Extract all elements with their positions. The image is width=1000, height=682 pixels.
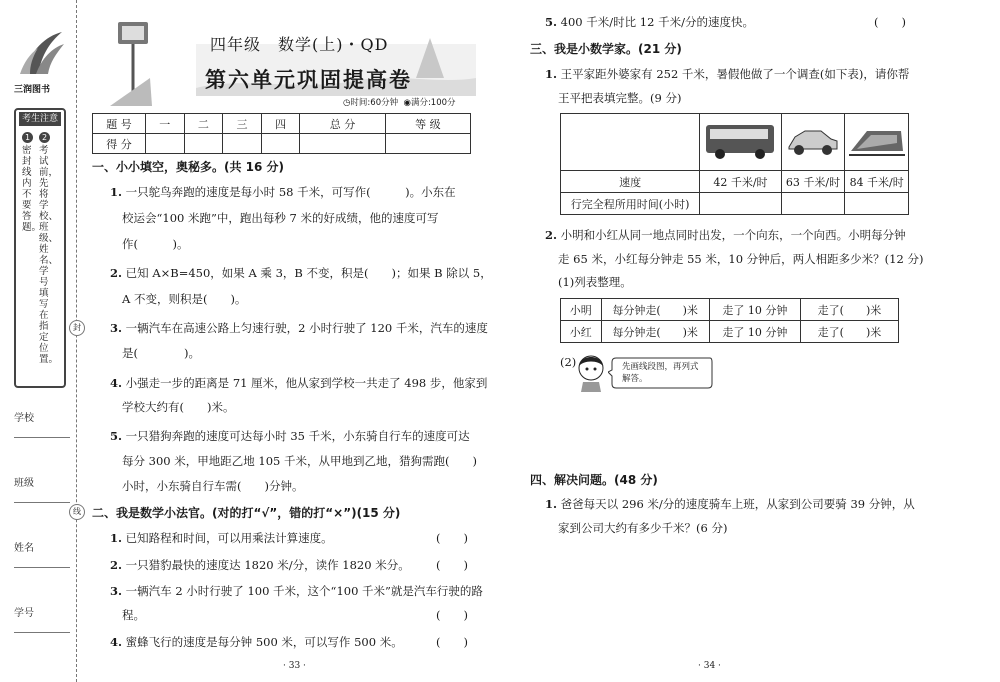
s1-q3-line2: 是( )。 <box>122 346 200 360</box>
score-header: 总 分 <box>300 114 385 134</box>
question-number: 1. <box>545 497 558 511</box>
question-text: 一只猎豹最快的速度达 1820 米/分，读作 1820 米分。 <box>125 558 410 572</box>
time-answer-cell[interactable] <box>781 193 845 215</box>
plan-cell[interactable]: 每分钟走( )米 <box>601 299 709 321</box>
notice-box <box>14 108 66 388</box>
car-icon <box>785 123 841 159</box>
seal-line <box>76 0 77 682</box>
bubble-line-1: 先画线段图，再列式 <box>622 362 699 372</box>
question-text: 已知 A×B=450，如果 A 乘 3，B 不变，积是( )；如果 B 除以 5， <box>125 266 492 280</box>
unit-title: 第六单元巩固提高卷 <box>205 67 412 92</box>
time-label: 行完全程所用时间(小时) <box>561 193 700 215</box>
train-cell <box>845 114 909 171</box>
s1-q5-line3: 小时，小东骑自行车需( )分钟。 <box>122 479 304 493</box>
plan-cell[interactable]: 每分钟走( )米 <box>601 321 709 343</box>
s1-q4 <box>110 375 487 391</box>
question-number: 1. <box>110 531 123 545</box>
speech-bubble <box>622 361 699 385</box>
section-1-title: 一、小小填空，奥秘多。(共 16 分) <box>92 160 285 174</box>
answer-paren[interactable]: ( ) <box>874 15 906 29</box>
s1-q1-line3: 作( )。 <box>122 237 189 251</box>
s1-q4-line2: 学校大约有( )米。 <box>122 400 235 414</box>
s1-q2 <box>110 265 492 281</box>
score-row-label: 得 分 <box>93 134 146 154</box>
bus-icon <box>704 121 776 161</box>
time-answer-cell[interactable] <box>845 193 909 215</box>
s4-q1-line2: 家到公司大约有多少千米？(6 分) <box>558 521 728 535</box>
brand-name: 三润图书 <box>14 85 51 95</box>
question-number: 2. <box>545 228 558 242</box>
question-text: 已知路程和时间，可以用乘法计算速度。 <box>125 531 333 545</box>
brand-logo-icon <box>16 28 68 80</box>
notice-text: 密封线内不要答题。 <box>22 145 42 233</box>
grade-title: 四年级 数学(上)・QD <box>210 35 389 54</box>
plan-cell: 走了 10 分钟 <box>709 321 800 343</box>
answer-paren[interactable]: ( ) <box>436 635 468 649</box>
speed-value: 63 千米/时 <box>781 171 845 193</box>
question-number: 1. <box>545 67 558 81</box>
score-header: 题 号 <box>93 114 146 134</box>
s2-q3 <box>110 583 483 599</box>
page-number-right: · 34 · <box>698 661 721 671</box>
notice-num: 1 <box>22 132 33 143</box>
s3-q2-line3: (1)列表整理。 <box>558 275 632 289</box>
seal-mark: 线 <box>69 504 85 520</box>
car-cell <box>781 114 845 171</box>
answer-paren[interactable]: ( ) <box>436 531 468 545</box>
student-id-label: 学号 <box>14 608 34 619</box>
section-4-title: 四、解决问题。(48 分) <box>530 473 658 487</box>
question-number: 4. <box>110 635 123 649</box>
s2-q1 <box>110 530 333 546</box>
seal-mark: 封 <box>69 320 85 336</box>
plan-table <box>560 298 899 343</box>
plan-cell: 走了 10 分钟 <box>709 299 800 321</box>
question-text: 一辆汽车在高速公路上匀速行驶，2 小时行驶了 120 千米，汽车的速度 <box>125 321 488 335</box>
survey-corner <box>561 114 700 171</box>
notice-item-2 <box>39 132 59 365</box>
bubble-line-2: 解答。 <box>622 374 648 384</box>
question-number: 2. <box>110 558 123 572</box>
score-header: 二 <box>184 114 223 134</box>
score-header: 三 <box>223 114 262 134</box>
s1-q2-line2: A 不变，则积是( )。 <box>122 292 247 306</box>
question-number: 5. <box>110 429 123 443</box>
question-number: 1. <box>110 185 123 199</box>
score-cell[interactable] <box>385 134 470 154</box>
name-field[interactable] <box>14 567 70 568</box>
s2-q4 <box>110 634 403 650</box>
page-number-left: · 33 · <box>283 661 306 671</box>
notice-num: 2 <box>39 132 50 143</box>
s3-q2-sub2: (2) <box>560 355 577 369</box>
s1-q1-line2: 校运会“100 米跑”中，跑出每秒 7 米的好成绩，他的速度可写 <box>122 211 439 225</box>
speed-value: 42 千米/时 <box>700 171 782 193</box>
section-2-title: 二、我是数学小法官。(对的打“√”，错的打“×”)(15 分) <box>92 506 401 520</box>
question-text: 一只鸵鸟奔跑的速度是每小时 58 千米，可写作( )。小东在 <box>125 185 456 199</box>
s4-q1 <box>545 496 915 512</box>
plan-cell[interactable]: 走了( )米 <box>800 299 898 321</box>
s1-q5 <box>110 428 470 444</box>
clock-icon: ◷ <box>343 98 351 108</box>
s1-q3 <box>110 320 488 336</box>
question-text: 王平家距外婆家有 252 千米，暑假他做了一个调查(如下表)，请你帮 <box>560 67 910 81</box>
answer-paren[interactable]: ( ) <box>436 558 468 572</box>
score-table <box>92 113 471 154</box>
s3-q2-line2: 走 65 米，小红每分钟走 55 米，10 分钟后，两人相距多少米？(12 分) <box>558 252 924 266</box>
time-answer-cell[interactable] <box>700 193 782 215</box>
student-id-field[interactable] <box>14 632 70 633</box>
question-number: 4. <box>110 376 123 390</box>
answer-paren[interactable]: ( ) <box>436 608 468 622</box>
full-score: 满分:100分 <box>410 98 456 108</box>
class-label: 班级 <box>14 478 34 489</box>
question-text: 爸爸每天以 296 米/分的速度骑车上班，从家到公司要骑 39 分钟，从 <box>560 497 915 511</box>
score-cell[interactable] <box>261 134 300 154</box>
s1-q5-line2: 每分 300 米，甲地距乙地 105 千米，从甲地到乙地，猎狗需跑( ) <box>122 454 477 468</box>
s2-q5 <box>545 14 754 30</box>
question-number: 2. <box>110 266 123 280</box>
score-cell[interactable] <box>145 134 184 154</box>
class-field[interactable] <box>14 502 70 503</box>
question-text: 蜜蜂飞行的速度是每分钟 500 米，可以写作 500 米。 <box>125 635 403 649</box>
school-field[interactable] <box>14 437 70 438</box>
check-icon: ◉ <box>403 98 411 108</box>
name-label: 姓名 <box>14 543 34 554</box>
school-label: 学校 <box>14 413 34 424</box>
question-text: 一辆汽车 2 小时行驶了 100 千米，这个“100 千米”就是汽车行驶的路 <box>125 584 483 598</box>
question-text: 小明和小红从同一地点同时出发，一个向东，一个向西。小明每分钟 <box>560 228 906 242</box>
s3-q1 <box>545 66 909 82</box>
score-cell[interactable] <box>223 134 262 154</box>
score-cell[interactable] <box>184 134 223 154</box>
speed-label: 速度 <box>561 171 700 193</box>
score-header: 四 <box>261 114 300 134</box>
survey-table <box>560 113 909 215</box>
time-info <box>343 96 456 108</box>
question-text: 400 千米/时比 12 千米/分的速度快。 <box>560 15 754 29</box>
question-number: 3. <box>110 584 123 598</box>
s2-q3-line2: 程。 <box>122 608 145 622</box>
notice-title: 考生注意 <box>19 112 61 126</box>
s3-q1-line2: 王平把表填完整。(9 分) <box>558 91 682 105</box>
speed-value: 84 千米/时 <box>845 171 909 193</box>
student-avatar-icon <box>574 352 608 392</box>
score-header: 等 级 <box>385 114 470 134</box>
notice-item-1 <box>22 132 42 233</box>
plan-name: 小明 <box>561 299 602 321</box>
question-text: 一只猎狗奔跑的速度可达每小时 35 千米，小东骑自行车的速度可达 <box>125 429 470 443</box>
score-cell[interactable] <box>300 134 385 154</box>
s2-q2 <box>110 557 410 573</box>
plan-name: 小红 <box>561 321 602 343</box>
train-icon <box>849 123 905 159</box>
notice-text: 考试前，先将学校、班级、姓名、学号填写在指定位置。 <box>39 145 59 365</box>
s3-q2 <box>545 227 906 243</box>
binding-strip <box>0 0 82 682</box>
s1-q1 <box>110 184 456 200</box>
score-header: 一 <box>145 114 184 134</box>
plan-cell[interactable]: 走了( )米 <box>800 321 898 343</box>
question-text: 小强走一步的距离是 71 厘米，他从家到学校一共走了 498 步，他家到 <box>125 376 488 390</box>
section-3-title: 三、我是小数学家。(21 分) <box>530 42 682 56</box>
time-limit: 时间:60分钟 <box>350 98 399 108</box>
question-number: 5. <box>545 15 558 29</box>
bus-cell <box>700 114 782 171</box>
question-number: 3. <box>110 321 123 335</box>
